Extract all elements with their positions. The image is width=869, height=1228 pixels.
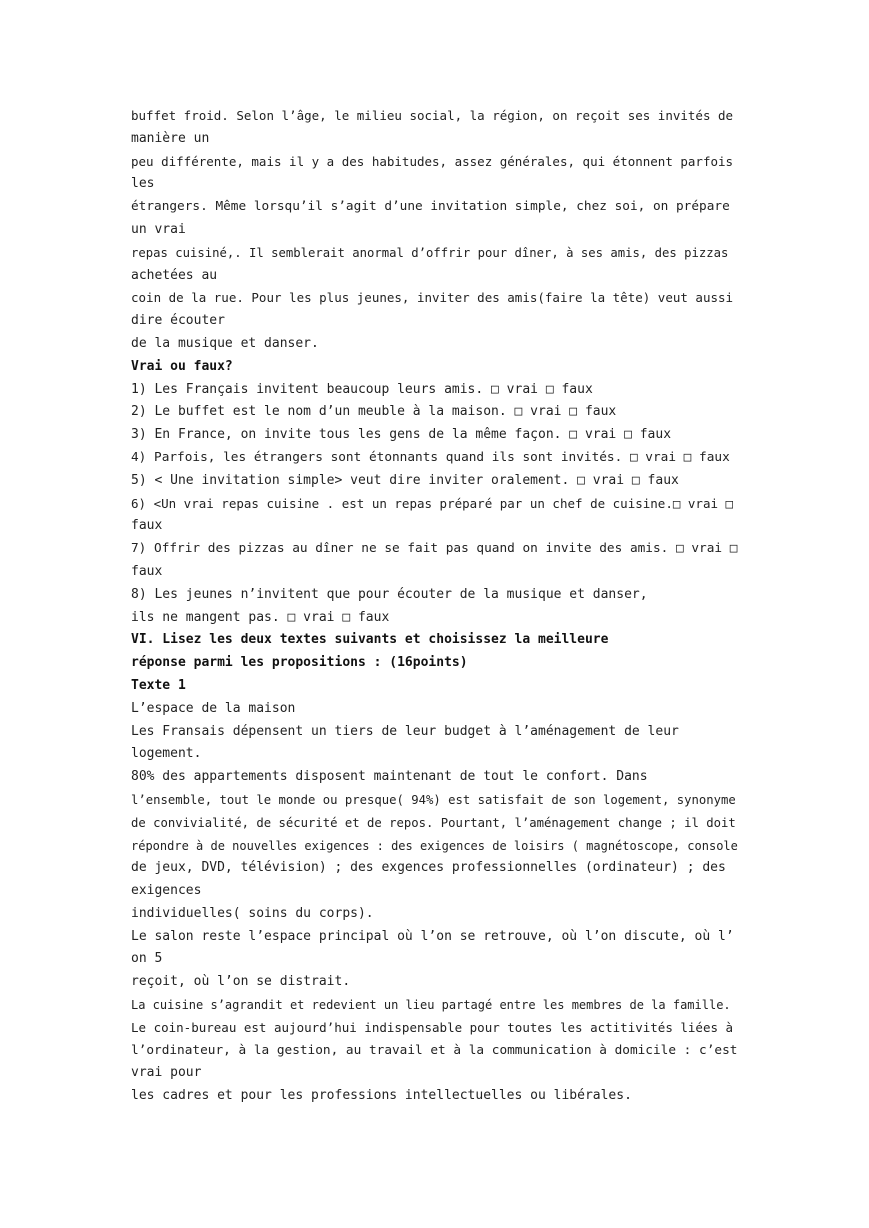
text-line: La cuisine s’agrandit et redevient un lieu partagé entre les membres de la famille. [131,998,731,1013]
document-page [131,105,739,1108]
text-line: on 5 [131,951,163,967]
text-line: logement. [131,746,202,762]
text-line: de la musique et danser. [131,335,319,351]
text-line: repas cuisiné,. Il semblerait anormal d’offrir pour dîner, à ses amis, des pizzas [131,245,729,260]
text-line: exigences [131,883,202,899]
text-line: étrangers. Même lorsqu’il s’agit d’une invitation simple, chez soi, on prépare [131,199,730,215]
text-line: individuelles( soins du corps). [131,905,374,921]
text-line: l’ordinateur, à la gestion, au travail et à la communication à domicile : c’est [131,1042,738,1058]
text-line: de jeux, DVD, télévision) ; des exgences professionnelles (ordinateur) ; des [131,860,726,876]
text-line: buffet froid. Selon l’âge, le milieu social, la région, on reçoit ses invités de [131,108,734,123]
text-line: 6) <Un vrai repas cuisine . est un repas préparé par un chef de cuisine.□ vrai □ [131,495,734,511]
text-line: 3) En France, on invite tous les gens de la même façon. □ vrai □ faux [131,427,672,443]
text-line: 7) Offrir des pizzas au dîner ne se fait pas quand on invite des amis. □ vrai □ [131,541,738,557]
text-line: manière un [131,130,210,146]
text-line: 4) Parfois, les étrangers sont étonnants quand ils sont invités. □ vrai □ faux [131,449,730,465]
text-line: Le salon reste l’espace principal où l’on se retrouve, où l’on discute, où l’ [131,928,734,944]
text-line: les [131,176,155,192]
text-line: peu différente, mais il y a des habitudes, assez générales, qui étonnent parfois [131,153,734,169]
text-line: reçoit, où l’on se distrait. [131,974,351,990]
text-line: faux [131,518,163,534]
heading-line: VI. Lisez les deux textes suivants et choisissez la meilleure [131,632,609,648]
text-line: dire écouter [131,313,225,329]
text-line: 5) < Une invitation simple> veut dire inviter oralement. □ vrai □ faux [131,472,679,488]
text-line: 8) Les jeunes n’invitent que pour écouter de la musique et danser, [131,586,648,602]
text-line: Le coin-bureau est aujourd’hui indispensable pour toutes les actitivités liées à [131,1019,734,1035]
heading-line: Texte 1 [131,677,186,693]
text-line: 1) Les Français invitent beaucoup leurs amis. □ vrai □ faux [131,381,593,397]
text-line: faux [131,563,163,579]
text-line: ils ne mangent pas. □ vrai □ faux [131,609,390,625]
text-line: achetées au [131,267,218,283]
text-line: vrai pour [131,1065,202,1081]
text-line: l’ensemble, tout le monde ou presque( 94%) est satisfait de son logement, synonyme [131,792,736,807]
heading-line: réponse parmi les propositions : (16points) [131,655,468,671]
text-line: 80% des appartements disposent maintenant de tout le confort. Dans [131,769,648,785]
text-line: 2) Le buffet est le nom d’un meuble à la maison. □ vrai □ faux [131,404,617,420]
text-line: un vrai [131,221,186,237]
text-line: de convivialité, de sécurité et de repos. Pourtant, l’aménagement change ; il doit [131,815,736,830]
text-line: répondre à de nouvelles exigences : des exigences de loisirs ( magnétoscope, console [131,838,738,853]
text-line: Les Fransais dépensent un tiers de leur budget à l’aménagement de leur [131,723,679,739]
text-line: coin de la rue. Pour les plus jeunes, inviter des amis(faire la tête) veut aussi [131,290,734,306]
heading-line: Vrai ou faux? [131,358,233,374]
text-line: les cadres et pour les professions intellectuelles ou libérales. [131,1088,632,1104]
text-line: L’espace de la maison [131,700,296,716]
